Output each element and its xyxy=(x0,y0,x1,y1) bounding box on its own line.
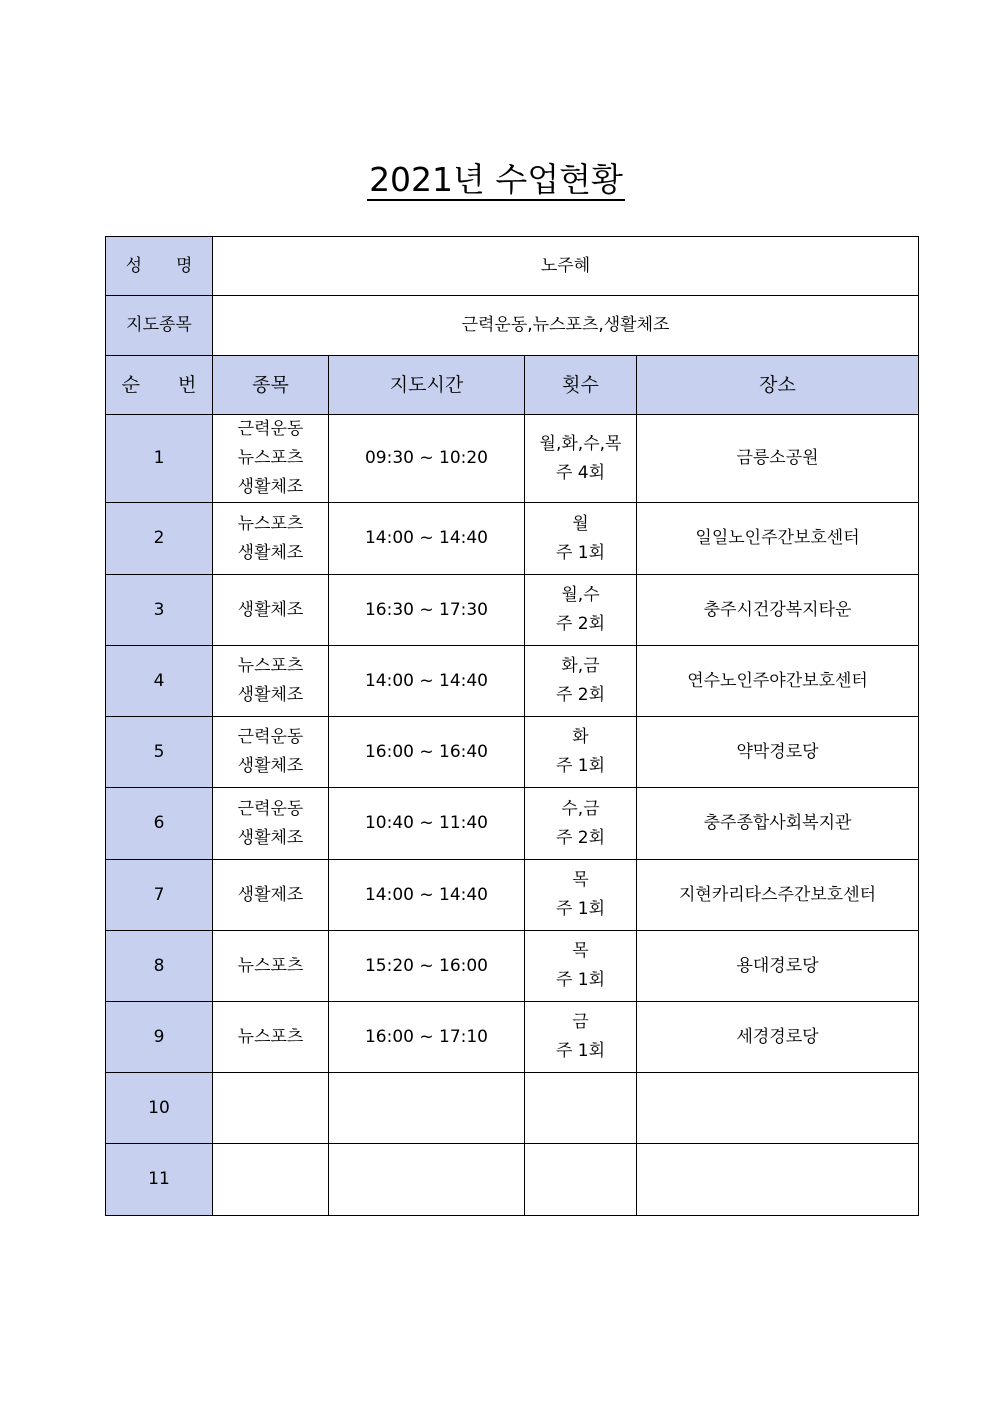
row-number: 10 xyxy=(106,1073,213,1144)
row-subjects xyxy=(213,646,329,717)
row-number: 3 xyxy=(106,575,213,646)
row-subjects xyxy=(213,575,329,646)
row-count xyxy=(525,646,637,717)
table-row xyxy=(106,575,919,646)
name-value: 노주혜 xyxy=(213,237,919,296)
row-subjects xyxy=(213,1144,329,1216)
row-time xyxy=(329,1073,525,1144)
row-number: 6 xyxy=(106,788,213,860)
subjects-label: 지도종목 xyxy=(106,296,213,356)
row-count xyxy=(525,415,637,503)
row-frequency: 주 1회 xyxy=(555,899,606,919)
row-number: 1 xyxy=(106,415,213,503)
row-days: 월 xyxy=(572,513,589,534)
row-days: 월,수 xyxy=(561,585,600,605)
row-time: 14:00 ~ 14:40 xyxy=(329,646,525,717)
subject-line: 뉴스포츠 xyxy=(237,448,304,468)
table-row xyxy=(106,1144,919,1216)
header-no: 순 번 xyxy=(106,356,213,415)
row-frequency: 주 1회 xyxy=(555,756,606,776)
row-count xyxy=(525,788,637,860)
row-place: 금릉소공원 xyxy=(637,415,919,503)
table-row xyxy=(106,788,919,860)
row-days: 수,금 xyxy=(561,798,600,819)
table-row xyxy=(106,860,919,931)
name-label: 성 명 xyxy=(106,237,213,296)
table-row xyxy=(106,415,919,503)
row-time: 14:00 ~ 14:40 xyxy=(329,503,525,575)
row-place xyxy=(637,1073,919,1144)
row-count xyxy=(525,1073,637,1144)
row-place: 충주종합사회복지관 xyxy=(637,788,919,860)
table-row xyxy=(106,1002,919,1073)
row-time: 10:40 ~ 11:40 xyxy=(329,788,525,860)
table-row xyxy=(106,717,919,788)
row-days: 목 xyxy=(572,870,589,890)
row-place: 연수노인주야간보호센터 xyxy=(637,646,919,717)
header-place: 장소 xyxy=(637,356,919,415)
subjects-row xyxy=(106,296,919,356)
header-subject: 종목 xyxy=(213,356,329,415)
row-place: 용대경로당 xyxy=(637,931,919,1002)
row-count xyxy=(525,1144,637,1216)
row-number: 2 xyxy=(106,503,213,575)
row-count xyxy=(525,931,637,1002)
row-number: 7 xyxy=(106,860,213,931)
table-header-row xyxy=(106,356,919,415)
subject-line: 뉴스포츠 xyxy=(237,1026,304,1047)
row-frequency: 주 2회 xyxy=(555,827,606,848)
header-count: 횟수 xyxy=(525,356,637,415)
row-days: 월,화,수,목 xyxy=(539,433,622,454)
row-subjects xyxy=(213,503,329,575)
row-days: 목 xyxy=(572,941,589,961)
subjects-value: 근력운동,뉴스포츠,생활체조 xyxy=(213,296,919,356)
row-place: 충주시건강복지타운 xyxy=(637,575,919,646)
row-count xyxy=(525,1002,637,1073)
row-place xyxy=(637,1144,919,1216)
row-place: 일일노인주간보호센터 xyxy=(637,503,919,575)
row-subjects xyxy=(213,931,329,1002)
name-row xyxy=(106,237,919,296)
header-time: 지도시간 xyxy=(329,356,525,415)
row-subjects xyxy=(213,717,329,788)
subject-line: 생활체조 xyxy=(237,756,304,776)
row-time: 14:00 ~ 14:40 xyxy=(329,860,525,931)
table-row xyxy=(106,1073,919,1144)
row-days: 화,금 xyxy=(561,656,600,676)
row-subjects xyxy=(213,788,329,860)
subject-line: 생활체조 xyxy=(237,542,304,563)
row-time: 09:30 ~ 10:20 xyxy=(329,415,525,503)
row-days: 화 xyxy=(572,727,589,747)
subject-line: 생활체조 xyxy=(237,477,304,497)
subject-line: 뉴스포츠 xyxy=(237,955,304,976)
row-subjects xyxy=(213,1073,329,1144)
row-subjects xyxy=(213,1002,329,1073)
subject-line: 생활체조 xyxy=(237,685,304,705)
row-frequency: 주 1회 xyxy=(555,970,606,990)
table-row xyxy=(106,931,919,1002)
subject-line: 근력운동 xyxy=(237,798,304,819)
row-count xyxy=(525,503,637,575)
subject-line: 생활체조 xyxy=(237,827,304,848)
row-subjects xyxy=(213,415,329,503)
page-title xyxy=(0,160,992,201)
row-number: 11 xyxy=(106,1144,213,1216)
row-subjects xyxy=(213,860,329,931)
row-number: 8 xyxy=(106,931,213,1002)
row-time xyxy=(329,1144,525,1216)
subject-line: 근력운동 xyxy=(237,419,304,439)
subject-line: 생활제조 xyxy=(237,884,304,905)
row-count xyxy=(525,575,637,646)
row-place: 지현카리타스주간보호센터 xyxy=(637,860,919,931)
subject-line: 뉴스포츠 xyxy=(237,513,304,534)
row-count xyxy=(525,717,637,788)
row-place: 세경경로당 xyxy=(637,1002,919,1073)
row-time: 16:00 ~ 16:40 xyxy=(329,717,525,788)
row-number: 5 xyxy=(106,717,213,788)
row-frequency: 주 1회 xyxy=(555,542,606,563)
schedule-table xyxy=(105,236,919,1216)
row-frequency: 주 2회 xyxy=(555,685,606,705)
row-time: 16:30 ~ 17:30 xyxy=(329,575,525,646)
table-row xyxy=(106,646,919,717)
row-days: 금 xyxy=(572,1012,589,1032)
subject-line: 생활체조 xyxy=(237,599,304,620)
row-place: 약막경로당 xyxy=(637,717,919,788)
row-number: 9 xyxy=(106,1002,213,1073)
row-frequency: 주 2회 xyxy=(555,614,606,634)
row-count xyxy=(525,860,637,931)
subject-line: 근력운동 xyxy=(237,727,304,747)
subject-line: 뉴스포츠 xyxy=(237,656,304,676)
row-frequency: 주 1회 xyxy=(555,1041,606,1061)
row-number: 4 xyxy=(106,646,213,717)
table-row xyxy=(106,503,919,575)
row-time: 16:00 ~ 17:10 xyxy=(329,1002,525,1073)
row-time: 15:20 ~ 16:00 xyxy=(329,931,525,1002)
row-frequency: 주 4회 xyxy=(555,462,606,483)
page-title-text: 2021년 수업현황 xyxy=(369,160,623,199)
